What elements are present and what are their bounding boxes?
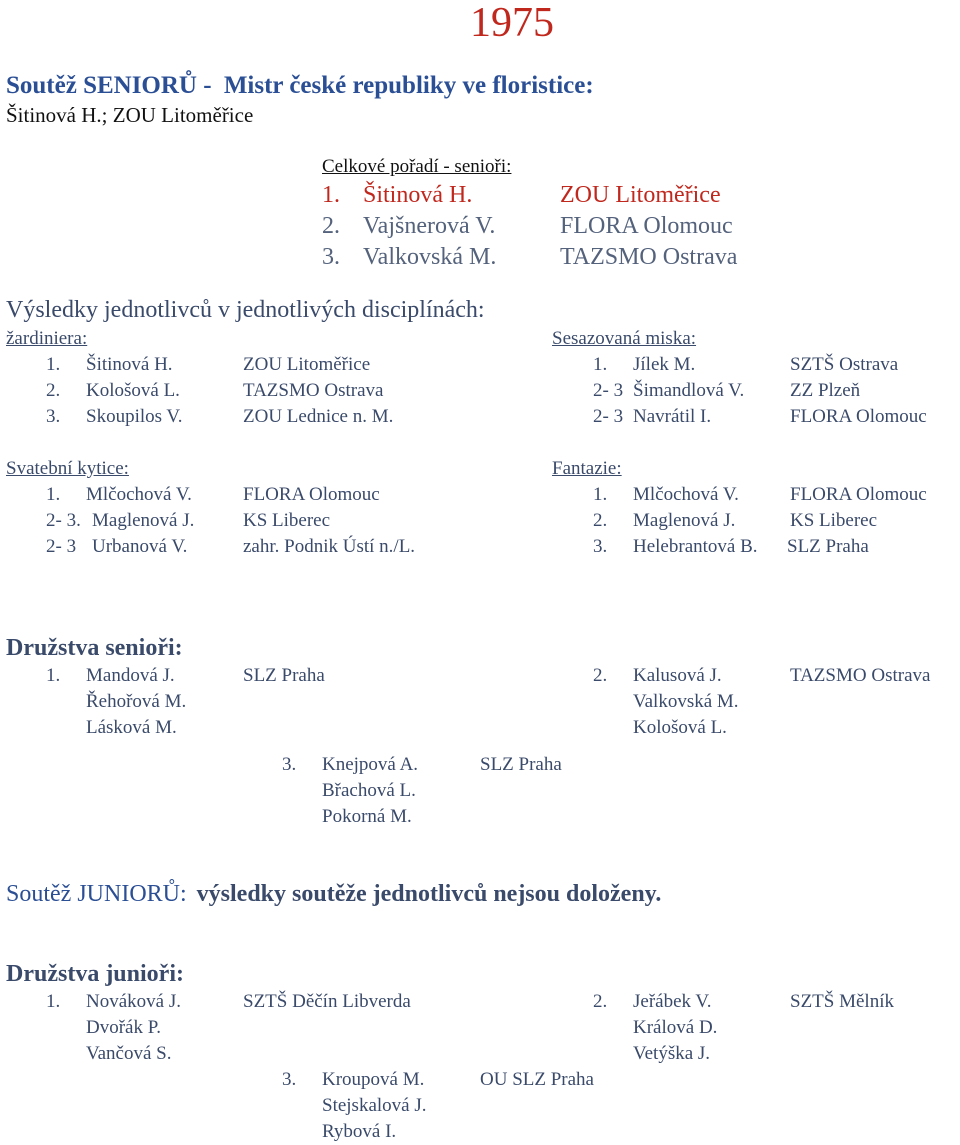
tj-team2-member-1: Jeřábek V. bbox=[633, 991, 712, 1012]
tj-team2-member-3: Vetýška J. bbox=[633, 1043, 711, 1064]
ts-team3-rank: 3. bbox=[282, 754, 297, 775]
miska-name-2: Šimandlová V. bbox=[633, 380, 745, 401]
year-heading: 1975 bbox=[470, 0, 554, 46]
overall-name-2: Vajšnerová V. bbox=[363, 213, 496, 239]
zardiniera-name-2: Kološová L. bbox=[86, 380, 180, 401]
tj-team3-member-2: Stejskalová J. bbox=[322, 1095, 427, 1116]
fantazie-name-1: Mlčochová V. bbox=[633, 484, 739, 505]
overall-name-3: Valkovská M. bbox=[363, 244, 497, 270]
ts-team2-org: TAZSMO Ostrava bbox=[790, 665, 931, 686]
overall-rank-2: 2. bbox=[322, 213, 340, 239]
ts-team3-member-2: Břachová L. bbox=[322, 780, 416, 801]
ts-team3-member-3: Pokorná M. bbox=[322, 806, 412, 827]
kytice-title: Svatební kytice: bbox=[6, 458, 129, 479]
kytice-rank-1: 1. bbox=[46, 484, 61, 505]
fantazie-name-2: Maglenová J. bbox=[633, 510, 736, 531]
ts-team2-rank: 2. bbox=[593, 665, 608, 686]
disciplines-heading: Výsledky jednotlivců v jednotlivých disciplínách: bbox=[6, 297, 485, 323]
tj-team3-member-1: Kroupová M. bbox=[322, 1069, 425, 1090]
seniors-heading bbox=[6, 73, 594, 98]
kytice-name-1: Mlčochová V. bbox=[86, 484, 192, 505]
tj-team2-rank: 2. bbox=[593, 991, 608, 1012]
kytice-rank-2: 2- 3. bbox=[46, 510, 81, 531]
fantazie-name-3: Helebrantová B. bbox=[633, 536, 758, 557]
miska-name-3: Navrátil I. bbox=[633, 406, 712, 427]
kytice-rank-3: 2- 3 bbox=[46, 536, 77, 557]
zardiniera-name-3: Skoupilos V. bbox=[86, 406, 183, 427]
tj-team1-rank: 1. bbox=[46, 991, 61, 1012]
overall-name-1: Šitinová H. bbox=[363, 182, 473, 208]
fantazie-org-2: KS Liberec bbox=[790, 510, 878, 531]
kytice-org-1: FLORA Olomouc bbox=[243, 484, 380, 505]
ts-team1-member-1: Mandová J. bbox=[86, 665, 175, 686]
tj-team1-org: SZTŠ Děčín Libverda bbox=[243, 991, 411, 1012]
ts-team1-member-2: Řehořová M. bbox=[86, 691, 187, 712]
ts-team1-org: SLZ Praha bbox=[243, 665, 325, 686]
teams-seniors-heading: Družstva senioři: bbox=[6, 635, 183, 661]
fantazie-rank-1: 1. bbox=[593, 484, 608, 505]
kytice-name-2: Maglenová J. bbox=[92, 510, 195, 531]
fantazie-org-3: SLZ Praha bbox=[787, 536, 869, 557]
zardiniera-org-3: ZOU Lednice n. M. bbox=[243, 406, 394, 427]
miska-org-2: ZZ Plzeň bbox=[790, 380, 861, 401]
fantazie-rank-2: 2. bbox=[593, 510, 608, 531]
ts-team1-member-3: Lásková M. bbox=[86, 717, 177, 738]
overall-org-3: TAZSMO Ostrava bbox=[560, 244, 738, 270]
miska-org-3: FLORA Olomouc bbox=[790, 406, 927, 427]
seniors-heading-prefix: Soutěž SENIORŮ - bbox=[6, 72, 212, 99]
miska-title: Sesazovaná miska: bbox=[552, 328, 697, 349]
zardiniera-org-2: TAZSMO Ostrava bbox=[243, 380, 384, 401]
tj-team1-member-2: Dvořák P. bbox=[86, 1017, 161, 1038]
overall-org-2: FLORA Olomouc bbox=[560, 213, 733, 239]
juniors-heading bbox=[6, 882, 661, 906]
zardiniera-org-1: ZOU Litoměřice bbox=[243, 354, 371, 375]
zardiniera-rank-2: 2. bbox=[46, 380, 61, 401]
miska-rank-3: 2- 3 bbox=[593, 406, 624, 427]
zardiniera-rank-1: 1. bbox=[46, 354, 61, 375]
zardiniera-title: žardiniera: bbox=[6, 328, 88, 349]
overall-org-1: ZOU Litoměřice bbox=[560, 182, 721, 208]
fantazie-title: Fantazie: bbox=[552, 458, 622, 479]
overall-rank-1: 1. bbox=[322, 182, 340, 208]
tj-team3-rank: 3. bbox=[282, 1069, 297, 1090]
zardiniera-rank-3: 3. bbox=[46, 406, 61, 427]
tj-team1-member-3: Vančová S. bbox=[86, 1043, 172, 1064]
tj-team3-org: OU SLZ Praha bbox=[480, 1069, 594, 1090]
ts-team1-rank: 1. bbox=[46, 665, 61, 686]
kytice-org-3: zahr. Podnik Ústí n./L. bbox=[243, 536, 416, 557]
ts-team2-member-1: Kalusová J. bbox=[633, 665, 722, 686]
fantazie-rank-3: 3. bbox=[593, 536, 608, 557]
fantazie-org-1: FLORA Olomouc bbox=[790, 484, 927, 505]
tj-team3-member-3: Rybová I. bbox=[322, 1121, 397, 1142]
ts-team2-member-3: Kološová L. bbox=[633, 717, 727, 738]
miska-rank-1: 1. bbox=[593, 354, 608, 375]
tj-team1-member-1: Nováková J. bbox=[86, 991, 181, 1012]
juniors-heading-prefix: Soutěž JUNIORŮ: bbox=[6, 881, 187, 907]
juniors-heading-rest: výsledky soutěže jednotlivců nejsou doloženy. bbox=[196, 881, 662, 907]
overall-rank-3: 3. bbox=[322, 244, 340, 270]
miska-org-1: SZTŠ Ostrava bbox=[790, 354, 899, 375]
ts-team3-member-1: Knejpová A. bbox=[322, 754, 419, 775]
tj-team2-org: SZTŠ Mělník bbox=[790, 991, 894, 1012]
tj-team2-member-2: Králová D. bbox=[633, 1017, 718, 1038]
ts-team2-member-2: Valkovská M. bbox=[633, 691, 739, 712]
ts-team3-org: SLZ Praha bbox=[480, 754, 562, 775]
overall-title: Celkové pořadí - senioři: bbox=[322, 156, 512, 177]
zardiniera-name-1: Šitinová H. bbox=[86, 354, 173, 375]
kytice-name-3: Urbanová V. bbox=[92, 536, 188, 557]
miska-rank-2: 2- 3 bbox=[593, 380, 624, 401]
kytice-org-2: KS Liberec bbox=[243, 510, 331, 531]
champion-line: Šitinová H.; ZOU Litoměřice bbox=[6, 103, 254, 127]
teams-juniors-heading: Družstva junioři: bbox=[6, 961, 184, 987]
miska-name-1: Jílek M. bbox=[633, 354, 696, 375]
seniors-heading-rest: Mistr české republiky ve floristice: bbox=[223, 72, 594, 99]
